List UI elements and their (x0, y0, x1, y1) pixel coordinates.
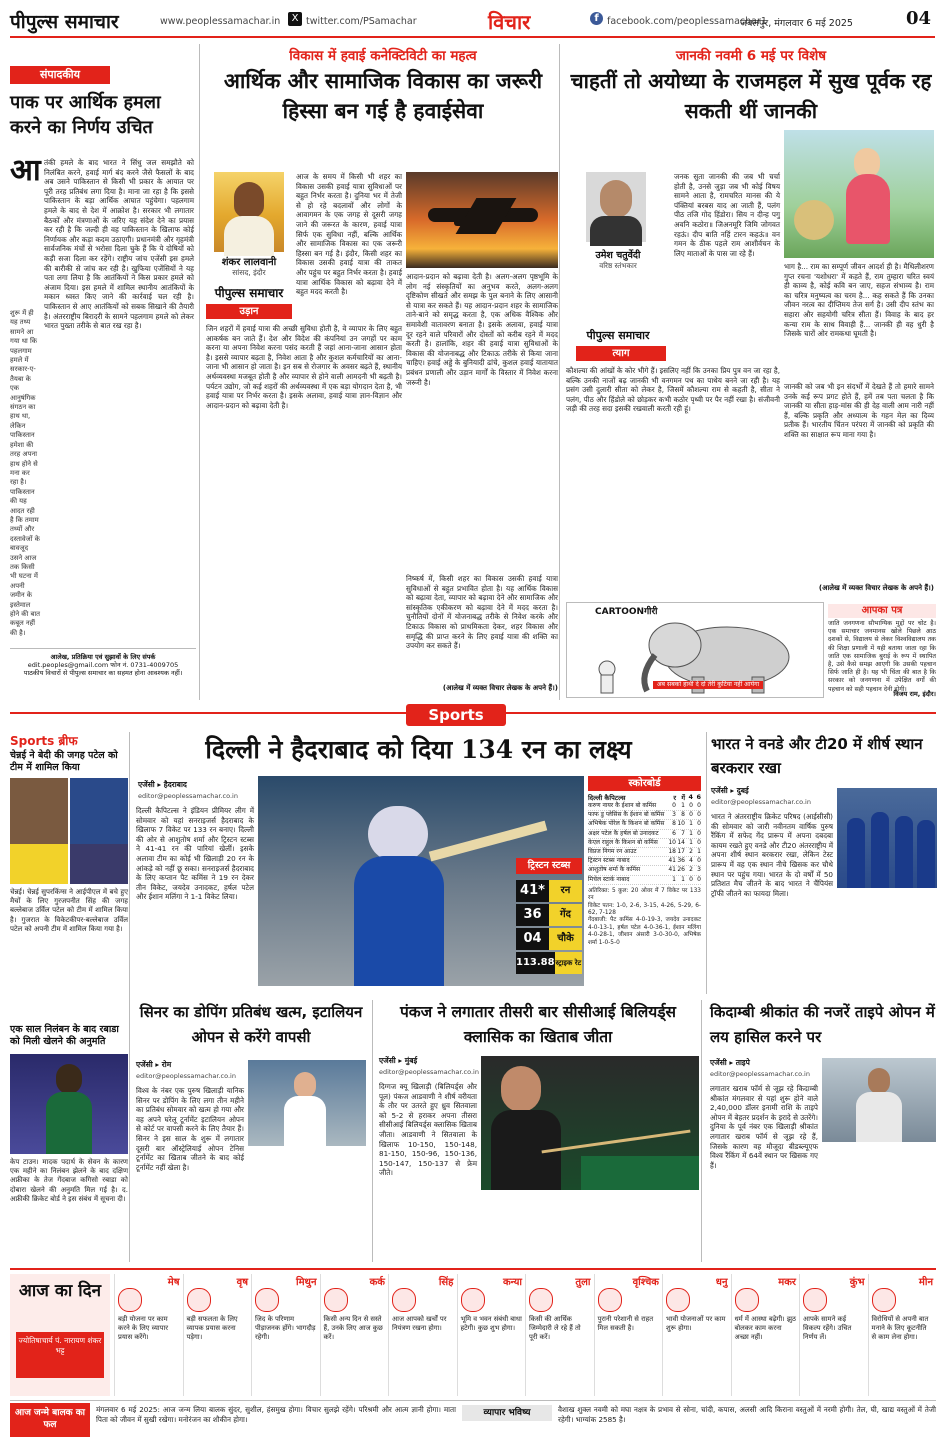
odi-article (706, 732, 936, 994)
janaki-body-part4: जानकी को जब भी इन संदर्भों में देखते हैं तो हमारे सामने उनके कई रूप प्रगट होते हैं, हमें तब पता चलता है कि जानकी या सीता हाड़-मांस की ही देह वाली आम नारी नहीं हैं, बल्कि प्रकृति और अध्यात्म के गहन मेल का दिव्य प्रतीक हैं। भारतीय चिंतन परंपरा में जानकी को प्रकृति की शक्ति का साक्षात रूप माना गया है। (784, 382, 934, 439)
batsman-stat: 2 (689, 848, 693, 856)
scorecard-extras: अतिरिक्त: 5 कुल: 20 ओवर में 7 विकेट पर 133 रन (588, 887, 701, 902)
batsman-stat: 1 (681, 802, 685, 809)
rashifal-rule (10, 1268, 936, 1270)
batsman-stat: 1 (672, 875, 676, 883)
facebook-link[interactable]: facebook.com/peoplessamachar1 (607, 16, 767, 27)
rashi-name: सिंह (438, 1277, 454, 1288)
col-fours: 4 (688, 793, 693, 801)
zodiac-icon (461, 1288, 485, 1312)
facebook-icon: f (590, 12, 603, 25)
odi-byline: एजेंसी ▸ दुबई (711, 786, 749, 795)
rashifal-title-box (10, 1274, 110, 1396)
footer-line-contact: आलेख, प्रतिक्रिया एवं सुझावों के लिए संपर्क (50, 653, 156, 661)
brief-headline-2: एक साल निलंबन के बाद रबाडा को मिली खेलने की अनुमति (10, 1024, 119, 1047)
brief-photo-player3 (10, 844, 68, 884)
rashi-6 (457, 1274, 526, 1396)
batsman-name: आशुतोष शर्मा कै कमिंस (588, 866, 641, 874)
batsman-stat: 0 (697, 857, 701, 865)
delhi-email[interactable]: editor@peoplessamachar.co.in (138, 792, 238, 800)
batsman-name: ट्रिस्टन स्टब्स नाबाद (588, 857, 630, 865)
janaki-article (566, 44, 936, 604)
page-number: 04 (906, 8, 932, 29)
air-body-part3: आदान-प्रदान को बढ़ावा देती है। अलग-अलग पृष्ठभूमि के लोग नई संस्कृतियों का अनुभव करते, अलग-अलग दृष्टिकोण सीखते और समझ के पुल बनाने के लिए आसानी से यात्रा कर सकते हैं। यह आदान-प्रदान शहर के सामाजिक ताने-बाने को समृद्ध करता है, एक अधिक वैश्विक और समावेशी वातावरण बनाता है। इसके अलावा, हवाई यात्रा दूर रहने वाले परिवारों और दोस्तों को करीब रहने में मदद करती है। हालांकि, शहर की हवाई यात्रा सुविधाओं के विकास की योजनाबद्ध और टिकाऊ तरीके से किया जाना चाहिए। हवाई अड्डे के बुनियादी ढांचे, कुशल हवाई यातायात प्रबंधन प्रणाली और उड़ान मार्गों के विस्तार में निवेश करना जरूरी है। (406, 272, 558, 387)
zodiac-icon (118, 1288, 142, 1312)
air-body-part4: निष्कर्ष में, किसी शहर का विकास उसकी हवाई यात्रा सुविधाओं से बहुत प्रभावित होता है। यह आर्थिक विकास को बढ़ावा देता, व्यापार को बढ़ावा देने और सामाजिक और सांस्कृतिक एकीकरण को बढ़ावा देने में मदद करता है। चुनौतियों दोनों में योजनाबद्ध तरीके से निवेश करके और टिकाऊ विकास को प्राथमिकता देकर, शहर विकास और समृद्धि की प्राप्त करने के लिए हवाई यात्रा की शक्ति का उपयोग कर सकते हैं। (406, 574, 558, 651)
rashi-5 (388, 1274, 457, 1396)
brief-headline-1: चेन्नई ने बेदी की जगह पटेल को टीम में शामिल किया (10, 750, 118, 773)
editorial-label: संपादकीय (10, 66, 110, 84)
air-kicker: विकास में हवाई कनेक्टिविटी का महत्व (289, 48, 477, 64)
column-logo: पीपुल्स समाचार (214, 286, 284, 300)
odi-body: भारत ने अंतरराष्ट्रीय क्रिकेट परिषद (आईसीसी) की सोमवार को जारी नवीनतम वार्षिक पुरुष रैंकिंग में सफेद गेंद प्रारूप में अपना दबदबा कायम रखते हुए वनडे और टी20 अंतरराष्ट्रीय में अपना शीर्ष स्थान बरकरार रखा, लेकिन टेस्ट प्रारूप में वह एक स्थान नीचे खिसक कर चौथे स्थान पर पहुंच गया। भारत के दो वर्षों में 50 प्रतिशत मैच जीतने के बाद भारत ने चैंपियंस ट्रॉफी जीतने का फायदा मिला। (711, 812, 833, 898)
rashi-name: धनु (715, 1277, 728, 1288)
janaki-title: चाहतीं तो अयोध्या के राजमहल में सुख पूर्वक रह सकती थीं जानकी (570, 69, 932, 123)
rashi-text: किसी की आर्थिक जिम्मेदारी ले रहे हैं तो पूरी करें। (529, 1315, 581, 1341)
player-name-tag: ट्रिस्टन स्टब्स (516, 858, 582, 874)
zodiac-icon (529, 1288, 553, 1312)
rashi-name: कुंभ (849, 1277, 865, 1288)
born-today-label: आज जन्मे बालक का फल (10, 1403, 90, 1437)
brief-photo-player4 (70, 844, 128, 884)
rashi-text: आज आपको खर्चों पर नियंत्रण रखना होगा। (392, 1315, 447, 1332)
rashi-name: मीन (918, 1277, 933, 1288)
scorecard-row (588, 830, 701, 839)
rashi-text: किसी अन्य दिन से सस्ते हैं, उनके लिए आज कुछ करें। (323, 1315, 383, 1341)
batsman-stat: 36 (677, 857, 685, 865)
scorecard-row (588, 839, 701, 848)
column-label: उड़ान (206, 304, 292, 319)
batsman-stat: 18 (668, 848, 676, 856)
brief-title: Sports ब्रीफ (10, 734, 78, 748)
website-link[interactable]: www.peoplessamachar.in (160, 16, 281, 27)
rashifal-signs (114, 1274, 936, 1396)
letters-body: जाति जनगणना सौभाग्यिक मुद्दों पर चोट है। एक समाचार जनमानस खोले पिछले आठ दशकों से, विद्यालय से लेकर विश्वविद्यालय तक की शिक्षा प्रणाली में यही बताया जाता रहा कि जाति एक सामाजिक बुराई के रूप में स्थापित है, उसे कैसे समझ आएगी कि उसकी पहचान सिर्फ जाति ही है। यह भी चिंता की बात है कि सरकार को जनगणना में उपेक्षित वर्गों की पहचान को सही पहचान देनी होगी। (828, 620, 936, 693)
footer-line-email[interactable]: edit.peoples@gmail.com फोन नं. 0731-4009705 (27, 661, 179, 669)
zodiac-icon (666, 1288, 690, 1312)
srikanth-body-cont (822, 1146, 936, 1256)
scorecard-row (588, 820, 701, 829)
scorecard-rows (588, 802, 701, 885)
stat-balls (516, 904, 582, 926)
batsman-stat: 10 (677, 820, 685, 828)
janaki-kicker: जानकी नवमी 6 मई पर विशेष (675, 48, 827, 64)
editorial-section (10, 44, 200, 700)
srikanth-email[interactable]: editor@peoplessamachar.co.in (710, 1070, 810, 1078)
batsman-name: करुण नायर कै ईशान बो कमिंस (588, 802, 657, 809)
editorial-title: पाक पर आर्थिक हमला करने का निर्णय उचित (10, 92, 161, 138)
rashi-2 (183, 1274, 252, 1396)
batsman-stat: 0 (697, 802, 701, 809)
cartoon-caption: अब सबको हाथी दे दो तेरी कुटिया नहीं आयेगा (653, 681, 763, 689)
col-balls: गें (681, 794, 685, 802)
delhi-byline: एजेंसी ▸ हैदराबाद (138, 780, 187, 789)
stat-value: 36 (516, 904, 549, 926)
team-india-photo (837, 788, 937, 888)
sinner-email[interactable]: editor@peoplessamachar.co.in (136, 1072, 236, 1080)
rashi-text: आपके सामने कई विकल्प रहेंगे। उचित निर्णय लें। (803, 1315, 852, 1341)
cartoon-label: CARTOONगीरी (595, 607, 658, 617)
batsman-stat: 8 (672, 820, 676, 828)
air-body-part1: आज के समय में किसी भी शहर का विकास उसकी हवाई यात्रा सुविधाओं पर बहुत निर्भर करता है। दुनिया भर में तेजी से हो रहे बदलावों और लोगों के आवागमन के एक जगह से दूसरी जगह जाने की जरूरत के कारण, हवाई यात्रा सिर्फ एक सुविधा नहीं, बल्कि आर्थिक और सामाजिक विकास का एक जरूरी हिस्सा बन गई है। इंदौर, किसी शहर का विकास उसकी हवाई यात्रा की ताकत और पहुंच पर बहुत निर्भर करता है। हवाई यात्रा आर्थिक विकास को बढ़ावा देने में बहुत मदद करती है। (296, 172, 402, 297)
air-title: आर्थिक और सामाजिक विकास का जरूरी हिस्सा बन गई है हवाईसेवा (223, 68, 543, 123)
batsman-stat: 17 (677, 848, 685, 856)
brief-body-1: चेन्नई। चेन्नई सुपरकिंग्स ने आईपीएल में बचे हुए मैचों के लिए गुरजपनीत सिंह की जगह बल्लेबाज उर्विल पटेल को टीम में शामिल किया है। गुजरात के विकेटकीपर-बल्लेबाज उर्विल पटेल को अपनी टीम में शामिल किया गया है। (10, 888, 128, 933)
stat-fours (516, 928, 582, 950)
business-text: वैशाख शुक्ल नवमी को मघा नक्षत्र के प्रभाव से सोना, चांदी, कपास, अलसी आदि किराना वस्तुओं में नरमी होगी। तेल, घी, खाद्य वस्तुओं में तेजी रहेगी। भाग्यांक 2585 है। (558, 1405, 936, 1424)
rashi-name: मिथुन (295, 1277, 317, 1288)
batsman-name: अक्षर पटेल कै हर्षल बो उनादकट (588, 829, 659, 837)
zodiac-icon (187, 1288, 211, 1312)
batsman-stat: 0 (697, 838, 701, 846)
editorial-dropcap: आ (10, 153, 41, 188)
rashi-11 (799, 1274, 868, 1396)
brief-photo-player2 (70, 778, 128, 844)
rashi-name: कन्या (502, 1277, 522, 1288)
rashi-text: बड़ी सफलता के लिए व्यापक प्रयास करना पड़ेगा। (186, 1315, 238, 1341)
stat-label: रन (549, 880, 582, 902)
author-role: सांसद, इंदौर (232, 268, 266, 277)
batsman-stat: 10 (668, 838, 676, 846)
batsman-stat: 0 (697, 820, 701, 828)
author-name: शंकर लालवानी (221, 257, 277, 268)
scorecard-team: दिल्ली कैपिटल्स (588, 794, 626, 802)
sinner-byline: एजेंसी ▸ रोम (136, 1060, 172, 1069)
editorial-body: तंकी हमले के बाद भारत ने सिंधु जल समझौते को निलंबित करने, हवाई मार्ग बंद करने जैसे फैसलों के बाद अब उसने पाकिस्तान से किसी भी प्रकार के आयात पर पूरी तरह प्रतिबंध लगा दिया है। माना जा रहा है कि इससे पाकिस्तान के बड़ा आर्थिक आघात पहुंचेगा। पहलगाम हमले के बाद से देश में आक्रोश है। सरकार भी लगातार बैठकों और मंत्रणाओं के जरिए यह संदेश देने का प्रयास कर रही है कि जल्दी ही वह पाकिस्तान के खिलाफ कोई निर्णायक और कड़ा कदम उठाएगी। प्रधानमंत्री और गृहमंत्री सार्वजनिक मंचों से भरोसा दिला चुके हैं कि ये दोषियों को कड़ी सजा दिला कर रहेंगे। राष्ट्रीय जांच एजेंसी इस हमले की बारीकी से जांच कर रही है। खुफिया एजेंसियों ने यह पता लगा लिया है कि आतंकियों ने किस प्रकार हमले को अंजाम दिया। इस हमले में शामिल स्थानीय आतंकियों के मकान ध्वस्त किए जाने की कार्रवाई चल रही है। पाकिस्तान से आए आतंकियों को सबक सिखाने की तैयारी है। अंतरराष्ट्रीय बिरादरी के सामने पहलगाम हमले को लेकर भारत पुख्ता तरीके से बात रख रहा है। (44, 158, 194, 331)
dateline: जबलपुर, मंगलवार 6 मई 2025 (740, 18, 853, 29)
rashi-text: भावी योजनाओं पर काम शुरू होगा। (666, 1315, 726, 1332)
janaki-body-part2: कौशल्या की आंखों के कोर भीगे हैं। इसलिए नहीं कि उनका प्रिय पुत्र वन जा रहा है, बल्कि उनकी नाजों बढ़ जानकी भी वनगमन पथ का पाथेय बनने जा रही है। यह प्रसंग उसी दुलारी सीता को लेकर है, जिसमें कौशल्या राम से कहती है, सीता ने पलंग, पीठ और हिंडोले को छोड़कर कभी कठोर पृथ्वी पर पैर नहीं रखा है। संजीवनी जड़ी की तरह सदा इसकी रखवाली करती रही हूं। (566, 366, 780, 414)
player-stats (516, 880, 582, 974)
rashi-name: वृष (236, 1277, 248, 1288)
srikanth-title: किदाम्बी श्रीकांत की नजरें ताइपे ओपन में लय हासिल करने पर (710, 1003, 935, 1046)
stat-label: चौके (549, 928, 582, 950)
rashi-3 (251, 1274, 320, 1396)
air-article (206, 44, 560, 700)
batsman-stat: 0 (697, 875, 701, 883)
janaki-column-logo: पीपुल्स समाचार (586, 329, 650, 342)
batsman-stat: 0 (697, 829, 701, 837)
pankaj-body: दिग्गज क्यू खिलाड़ी (बिलियर्ड्स और पूल) पंकज आडवाणी ने शीर्ष वरीयता के तौर पर उतरते हुए ध्रुव सितवाला को 5-2 से हराकर अपना तीसरा सीसीआई बिलियर्ड्स क्लासिक खिताब जीता। आडवाणी ने सितवाला के खिलाफ 10-150, 150-148, 81-150, 150-96, 150-136, 150-147, 150-137 से फ्रेम जीते। (379, 1082, 477, 1178)
batsman-stat: 8 (681, 811, 685, 819)
rashi-name: वृश्चिक (632, 1277, 659, 1288)
batsman-name: केएल राहुल कै किशन बो कमिंस (588, 838, 658, 846)
batsman-stat: 1 (689, 838, 693, 846)
batsman-name: मिचेल स्टार्क नाबाद (588, 875, 630, 883)
col-runs: र (673, 794, 676, 802)
rashi-text: बड़ी योजना पर काम करने के लिए व्यापार प्रयास करेंगे। (118, 1315, 169, 1341)
batsman-stat: 14 (677, 838, 685, 846)
brief-photo-player1 (10, 778, 68, 844)
footer-line-disclaimer: पाठकीय विचारों से पीपुल्स समाचार का सहमत होना आवश्यक नहीं। (23, 669, 183, 677)
batsman-stat: 3 (672, 811, 676, 819)
sinner-body-cont (248, 1150, 366, 1256)
zodiac-icon (735, 1288, 759, 1312)
batsman-stat: 0 (689, 802, 693, 809)
logo[interactable]: पीपुल्स समाचार (10, 11, 119, 33)
zodiac-icon (324, 1288, 348, 1312)
srikanth-photo (822, 1058, 936, 1142)
rashi-4 (320, 1274, 389, 1396)
masthead (10, 8, 935, 38)
rashifal-bottom (10, 1400, 936, 1440)
pankaj-snooker-photo (481, 1056, 699, 1190)
sports-label: Sports (406, 704, 506, 726)
air-note: (आलेख में व्यक्त विचार लेखक के अपने हैं।) (442, 684, 558, 692)
rashi-7 (525, 1274, 594, 1396)
rashi-8 (594, 1274, 663, 1396)
pankaj-email[interactable]: editor@peoplessamachar.co.in (379, 1068, 479, 1076)
author-photo-lalwani (214, 172, 284, 252)
col-sixes: 6 (696, 793, 701, 801)
brief-photo-rabada (10, 1054, 128, 1154)
srikanth-byline: एजेंसी ▸ ताइपे (710, 1058, 750, 1067)
delhi-title: दिल्ली ने हैदराबाद को दिया 134 रन का लक्ष्य (205, 735, 632, 764)
business-label: व्यापार भविष्य (462, 1405, 552, 1421)
scorecard (588, 776, 701, 988)
stat-strike-rate (516, 952, 582, 974)
zodiac-icon (598, 1288, 622, 1312)
scorecard-row (588, 866, 701, 875)
batsman-name: अभिषेक पोरेल कै किशन बो कमिंस (588, 820, 665, 828)
batsman-stat: 0 (672, 802, 676, 809)
srikanth-article (706, 1000, 936, 1262)
rashi-text: पुरानी परेशानी से राहत मिल सकती है। (597, 1315, 654, 1332)
odi-email[interactable]: editor@peoplessamachar.co.in (711, 798, 811, 806)
scorecard-fow: विकेट पतन: 1-0, 2-6, 3-15, 4-26, 5-29, 6-62, 7-128 (588, 902, 701, 917)
twitter-link[interactable]: twitter.com/PSamachar (306, 16, 417, 27)
sinner-photo (248, 1060, 366, 1146)
batsman-stat: 4 (689, 857, 693, 865)
batsman-stat: 2 (689, 866, 693, 874)
rashifal-astrologer: ज्योतिषाचार्य पं. नारायण शंकर भट्ट (16, 1332, 104, 1378)
rashi-name: तुला (575, 1277, 591, 1288)
batsman-stat: 41 (668, 866, 676, 874)
zodiac-icon (392, 1288, 416, 1312)
batsman-stat: 0 (697, 811, 701, 819)
pankaj-title: पंकज ने लगातार तीसरी बार सीसीआई बिलियर्ड्स क्लासिक का खिताब जीता (399, 1003, 677, 1046)
scorecard-row (588, 802, 701, 811)
rashi-1 (114, 1274, 183, 1396)
batsman-stat: 6 (672, 829, 676, 837)
batsman-stat: 26 (677, 866, 685, 874)
sinner-title: सिनर का डोपिंग प्रतिबंध खत्म, इटालियन ओपन से करेंगे वापसी (139, 1003, 363, 1046)
batsman-name: विप्रज निगम रन आउट (588, 848, 637, 856)
rashi-name: मेष (167, 1277, 180, 1288)
rashi-text: धर्म में आस्था बढ़ेगी। झुठ बोलकर काम करना अच्छा नहीं। (734, 1315, 796, 1341)
batsman-stat: 41 (668, 857, 676, 865)
rashi-text: जिद के परिणाम पीड़ाजनक होंगे। भागदौड़ रहेगी। (255, 1315, 316, 1341)
twitter-x-icon: X (288, 12, 302, 26)
batsman-stat: 7 (681, 829, 685, 837)
editorial-footer (10, 648, 196, 692)
stat-label: स्ट्राइक रेट (555, 952, 582, 974)
sinner-body: विश्व के नंबर एक पुरुष खिलाड़ी यानिक सिनर पर डोपिंग के लिए लगा तीन महीने का प्रतिबंध सोमवार को खत्म हो गया और वह अपने घरेलू टूर्नामेंट इटालियन ओपन से कोर्ट पर वापसी करने के लिए तैयार हैं। सिनर ने इस साल के शुरू में लगातार दूसरी बार ऑस्ट्रेलियाई ओपन टेनिस टूर्नामेंट का खिताब जीतने के बाद कोई टूर्नामेंट नहीं खेला है। (136, 1086, 244, 1172)
delhi-article (136, 732, 701, 992)
rashi-text: भूमि व भवन संबंधी बाधा हटेगी। कुछ शुभ होगा। (460, 1315, 522, 1332)
stat-value: 113.88 (516, 952, 555, 974)
zodiac-icon (803, 1288, 827, 1312)
born-today-text: मंगलवार 6 मई 2025: आज जन्म लिया बालक सुंदर, सुशील, हंसमुख होगा। विचार सुलझे रहेंगे। परिश्रमी और आत्म ज्ञानी होगा। माता पिता को जीवन में सुखी रखेगा। मनोरंजन का शौकीन होगा। (96, 1405, 456, 1424)
janaki-column-label: त्याग (576, 346, 666, 361)
rashi-9 (662, 1274, 731, 1396)
scorecard-row (588, 876, 701, 885)
pankaj-byline: एजेंसी ▸ मुंबई (379, 1056, 418, 1065)
letters-signature: विजय राम, इंदौर। (893, 690, 936, 698)
stat-value: 41* (516, 880, 549, 902)
cartoon-box (566, 602, 824, 698)
rashi-12 (868, 1274, 937, 1396)
srikanth-body: लगातार खराब फॉर्म से जूझ रहे किदाम्बी श्रीकांत मंगलवार से यहां शुरू होने वाले 2,40,000 डॉलर इनामी राशि के ताइपे ओपन में बेहतर प्रदर्शन के इरादे से उतरेंगे। दुनिया के पूर्व नंबर एक खिलाड़ी श्रीकांत लगातार खराब फॉर्म से जूझ रहे हैं, जिसके कारण वह मौजूदा बीडब्ल्यूएफ विश्व रैंकिंग में 64वें स्थान पर खिसक गए हैं। (710, 1084, 818, 1170)
janaki-note: (आलेख में व्यक्त विचार लेखक के अपने हैं।) (818, 584, 934, 592)
editorial-sidebar: शुरू में ही यह तथ्य सामने आ गया था कि पहलगाम हमले में सरकार-ए-तैयबा के एक आनुषंगिक संगठन का हाथ था, लेकिन पाकिस्तान हमेशा की तरह अपना हाथ होने से मना कर रहा है। पाकिस्तान की यह आदत रही है कि तमाम तथ्यों और दस्तावेजों के बावजूद उसने आज तक किसी भी घटना में अपनी जमीन के इस्तेमाल होने की बात कबूल नहीं की है। (10, 309, 40, 637)
odi-title: भारत ने वनडे और टी20 में शीर्ष स्थान बरकरार रखा (711, 735, 923, 777)
janaki-author-role: वरिष्ठ स्तंभकार (599, 261, 637, 270)
batsman-stat: 1 (681, 875, 685, 883)
sinner-article (136, 1000, 366, 1262)
rashi-name: कर्क (369, 1277, 385, 1288)
zodiac-icon (872, 1288, 896, 1312)
batsman-stat: 0 (689, 811, 693, 819)
batsman-stat: 1 (697, 848, 701, 856)
scorecard-row (588, 848, 701, 857)
batsman-stat: 1 (689, 820, 693, 828)
rashi-name: मकर (778, 1277, 796, 1288)
janaki-author-name: उमेश चतुर्वेदी (595, 250, 641, 261)
janaki-body-part3: भाग है... राम का सम्पूर्ण जीवन आदर्श ही है। मैथिलीशरण गुप्त रचना 'यशोधरा' में कहते हैं, राम तुम्हारा चरित स्वयं ही काव्य है, कोई कवि बन जाए, सहज संभाव्य है। राम का चरित्र मनुष्यत्व का चरम है... कह सकते हैं कि उनका जीवन नरत्व का दीप्तिमय तेज सर्ग है। उसी दीप स्तंभ का सहारा और सहयोगी चरित्र सीता हैं। विवाह के बाद हर कन्या राम के साथ विवाही हैं... जानकी ही वह धुरी है जिसके चारों ओर रामकथा घूमती है। (784, 262, 934, 339)
letters-box (828, 604, 936, 700)
pankaj-article (372, 1000, 702, 1262)
zodiac-icon (255, 1288, 279, 1312)
brief-body-2: केप टाउन। मादक पदार्थ के सेवन के कारण एक महीने का निलंबन झेलने के बाद दक्षिण अफ्रीका के तेज गेंदबाज कगिसो रबाडा को दोबारा खेलने की अनुमति मिल गई है। द. अफ्रीकी क्रिकेट बोर्ड ने इस संबंध में सूचना दी। (10, 1158, 128, 1203)
stat-runs (516, 880, 582, 902)
delhi-body: दिल्ली कैपिटल्स ने इंडियन प्रीमियर लीग में सोमवार को यहां सनराइजर्स हैदराबाद के खिलाफ 7 विकेट पर 133 रन बनाए। दिल्ली की ओर से आशुतोष शर्मा और ट्रिस्टन स्टब्स ने 41-41 रन की पारियां खेलीं। इसके अलावा टीम का कोई भी खिलाड़ी 20 रन के आंकड़े को नहीं छू सका। सनराइजर्स हैदराबाद के लिए कप्तान पैट कमिंस ने 19 रन देकर तीन विकेट, जयदेव उनादकट, हर्षल पटेल और ईशान मलिंगा ने 1-1 विकेट लिया। (136, 806, 254, 902)
sports-brief (10, 732, 130, 1262)
section-title: विचार (488, 10, 531, 34)
sita-illustration (784, 130, 934, 258)
scorecard-bowling: गेंदबाजी: पैट कमिंस 4-0-19-3, जयदेव उनादकट 4-0-13-1, हर्षल पटेल 4-0-36-1, ईशान मलिंगा 4-0-28-1, जीशान अंसारी 3-0-30-0, अभिषेक शर्मा 1-0-5-0 (588, 917, 701, 946)
pankaj-body-cont (481, 1194, 699, 1256)
batsman-stat: 1 (689, 829, 693, 837)
scorecard-header (588, 793, 701, 802)
odi-body-cont (837, 892, 937, 988)
batsman-stat: 0 (689, 875, 693, 883)
letters-label: आपका पत्र (828, 604, 936, 618)
rashi-10 (731, 1274, 800, 1396)
author-photo-chaturvedi (586, 172, 646, 242)
batsman-stat: 3 (697, 866, 701, 874)
batsman-name: फाफ डु प्लेसिस कै ईशान बो कमिंस (588, 811, 665, 819)
rashi-text: विरोधियों से अपनी बात मनाने के लिए कूटनीति से काम लेना होगा। (871, 1315, 929, 1341)
rashifal-title: आज का दिन (18, 1281, 102, 1301)
stat-label: गेंद (549, 904, 582, 926)
scorecard-label: स्कोरबोर्ड (588, 776, 701, 791)
air-body-part2: जिन शहरों में हवाई यात्रा की अच्छी सुविधा होती है, वे व्यापार के लिए बहुत आकर्षक बन जाते हैं। देश और विदेश की कंपनियां उन जगहों पर काम करना या अपना निवेश करना पसंद करती हैं जहां आना-जाना आसान होता है। इससे व्यापार बढ़ता है, निवेश आता है और कुशल कर्मचारियों का आना-जाना भी आसान हो जाता है। इन सब से रोजगार के अवसर बढ़ते हैं, स्थानीय अर्थव्यवस्था मजबूत होती है और व्यापार से होने वाली आमदनी भी बढ़ती है। पर्यटन उद्योग, जो कई शहरों की अर्थव्यवस्था में एक बड़ा योगदान देता है, भी हवाई यात्रा पर निर्भर करता है। इसके अलावा, हवाई यात्रा ज्ञान-विज्ञान और आदान-प्रदान को बढ़ावा देती है। (206, 324, 402, 410)
airplane-sunset-photo (406, 172, 558, 268)
stat-value: 04 (516, 928, 549, 950)
janaki-body-part1: जनक सुता जानकी की जब भी चर्चा होती है, उनसे जुड़ा जब भी कोई विषय सामने आता है, रामचरित मानस की ये पंक्तियां बरबस याद आ जाती हैं, पलंग पीठ तजि गोद हिंडोरा। सिय न दीन्ह पगु अवनि कठोरा॥ जिअनमूरि जिमि जोगवत रहऊं। दीप बाति नहिं टारन कहऊं॥ वन गमन के ठीक पहले राम आशीर्वचन के लिए माताओं के पास जा रहे हैं। (674, 172, 780, 258)
